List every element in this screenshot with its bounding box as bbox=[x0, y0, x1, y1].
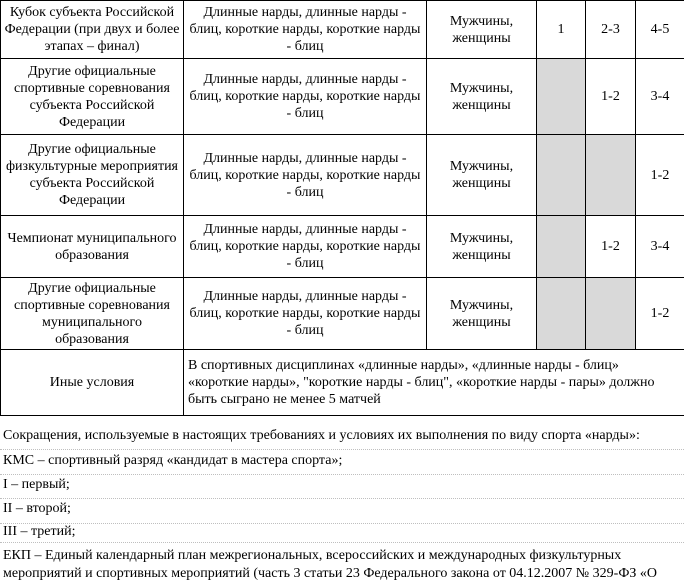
divider bbox=[0, 498, 684, 499]
other-conditions-row bbox=[1, 350, 684, 416]
place-cell-1: 1 bbox=[537, 1, 586, 59]
group-cell: Мужчины, женщины bbox=[427, 278, 537, 350]
abbr-first: I – первый; bbox=[3, 476, 70, 493]
group-cell: Мужчины, женщины bbox=[427, 216, 537, 278]
place-cell-2 bbox=[586, 135, 636, 216]
abbr-second: II – второй; bbox=[3, 500, 71, 517]
competition-name: Другие официальные спортивные соревнования муниципального образования bbox=[1, 278, 184, 350]
other-conditions-label: Иные условия bbox=[1, 350, 184, 416]
place-cell-3: 4-5 bbox=[636, 1, 684, 59]
discipline-cell: Длинные нарды, длинные нарды - блиц, короткие нарды, короткие нарды - блиц bbox=[184, 216, 427, 278]
divider bbox=[0, 449, 684, 450]
table-row bbox=[1, 216, 684, 278]
abbr-third: III – третий; bbox=[3, 523, 75, 540]
abbr-kms: КМС – спортивный разряд «кандидат в мастера спорта»; bbox=[3, 452, 342, 469]
competition-name: Кубок субъекта Российской Федерации (при двух и более этапах – финал) bbox=[1, 1, 184, 59]
place-cell-3: 1-2 bbox=[636, 135, 684, 216]
group-cell: Мужчины, женщины bbox=[427, 135, 537, 216]
place-cell-2: 2-3 bbox=[586, 1, 636, 59]
other-conditions-text: В спортивных дисциплинах «длинные нарды», «длинные нарды - блиц» «короткие нарды», "короткие нарды - блиц", «короткие нарды - пары» должно быть сыграно не менее 5 матчей bbox=[184, 350, 684, 416]
place-cell-1 bbox=[537, 59, 586, 135]
discipline-cell: Длинные нарды, длинные нарды - блиц, короткие нарды, короткие нарды - блиц bbox=[184, 1, 427, 59]
place-cell-2 bbox=[586, 278, 636, 350]
divider bbox=[0, 542, 684, 543]
place-cell-3: 3-4 bbox=[636, 216, 684, 278]
competition-name: Другие официальные спортивные соревнования субъекта Российской Федерации bbox=[1, 59, 184, 135]
divider bbox=[0, 523, 684, 524]
table-row bbox=[1, 278, 684, 350]
group-cell: Мужчины, женщины bbox=[427, 59, 537, 135]
place-cell-2: 1-2 bbox=[586, 59, 636, 135]
place-cell-2: 1-2 bbox=[586, 216, 636, 278]
abbr-ekp-line1: ЕКП – Единый календарный план межрегиональных, всероссийских и международных физкультурных bbox=[3, 547, 621, 564]
divider bbox=[0, 474, 684, 475]
group-cell: Мужчины, женщины bbox=[427, 1, 537, 59]
table-row bbox=[1, 59, 684, 135]
table-row bbox=[1, 135, 684, 216]
discipline-cell: Длинные нарды, длинные нарды - блиц, короткие нарды, короткие нарды - блиц bbox=[184, 135, 427, 216]
competition-name: Чемпионат муниципального образования bbox=[1, 216, 184, 278]
place-cell-3: 3-4 bbox=[636, 59, 684, 135]
competition-name: Другие официальные физкультурные мероприятия субъекта Российской Федерации bbox=[1, 135, 184, 216]
place-cell-1 bbox=[537, 216, 586, 278]
place-cell-1 bbox=[537, 135, 586, 216]
abbreviations-intro: Сокращения, используемые в настоящих требованиях и условиях их выполнения по виду спорта «нарды»: bbox=[3, 427, 640, 444]
place-cell-3: 1-2 bbox=[636, 278, 684, 350]
abbr-ekp-line2: мероприятий и спортивных мероприятий (часть 3 статьи 23 Федерального закона от 04.12.2007 № 329-ФЗ «О bbox=[3, 565, 657, 582]
table-row bbox=[1, 1, 684, 59]
place-cell-1 bbox=[537, 278, 586, 350]
discipline-cell: Длинные нарды, длинные нарды - блиц, короткие нарды, короткие нарды - блиц bbox=[184, 278, 427, 350]
discipline-cell: Длинные нарды, длинные нарды - блиц, короткие нарды, короткие нарды - блиц bbox=[184, 59, 427, 135]
